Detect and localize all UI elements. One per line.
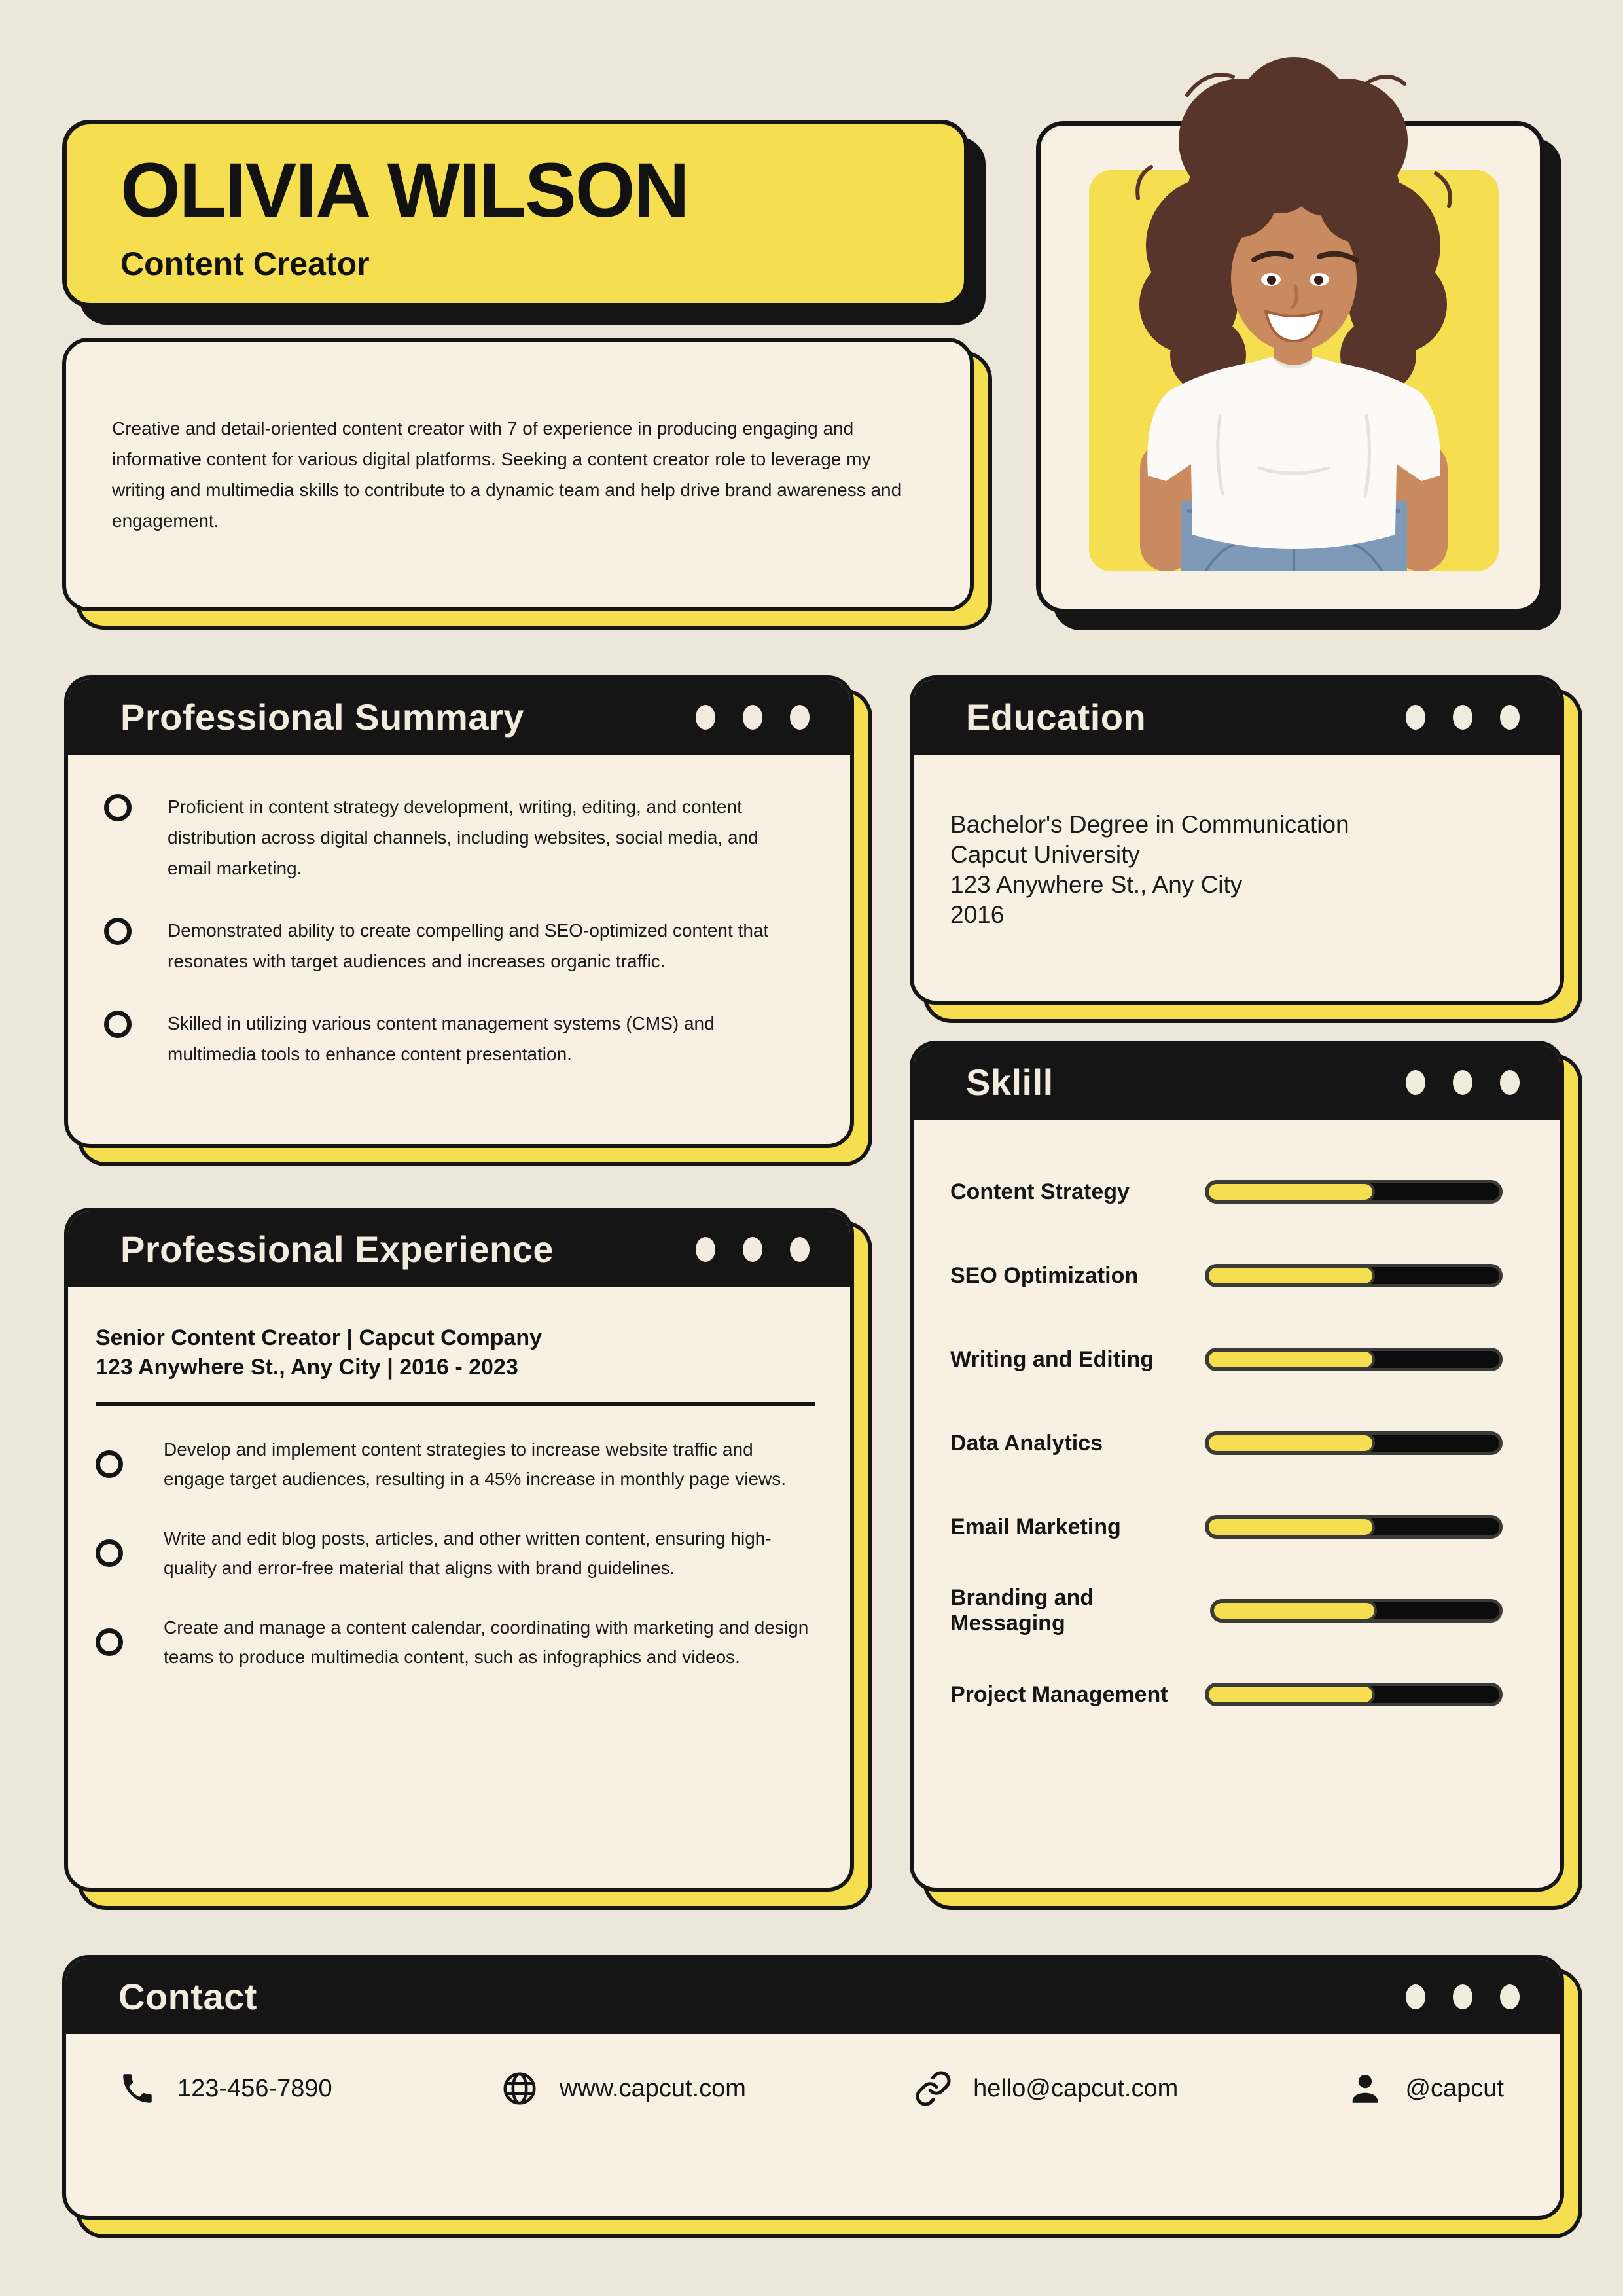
education-body: [914, 755, 1560, 930]
summary-bullet: [104, 1008, 814, 1069]
experience-bullet: [96, 1435, 811, 1494]
skill-label: Data Analytics: [950, 1430, 1103, 1456]
skills-header: [914, 1045, 1560, 1120]
experience-bullet-text: Create and manage a content calendar, coordinating with marketing and design teams to produce multimedia content, such as infographics and videos.: [164, 1617, 809, 1667]
skill-label: Email Marketing: [950, 1514, 1121, 1539]
education-degree: Bachelor's Degree in Communication: [950, 811, 1349, 838]
name-card: [62, 120, 969, 308]
experience-bullet: [96, 1613, 811, 1672]
intro-card: [62, 338, 974, 611]
skill-bar-fill: [1206, 1265, 1375, 1286]
summary-bullet: [104, 791, 814, 884]
skill-row: [950, 1318, 1503, 1401]
skill-label: Project Management: [950, 1681, 1168, 1707]
professional-summary-title: Professional Summary: [120, 696, 524, 738]
skills-card: [910, 1041, 1564, 1892]
skill-bar-fill: [1211, 1600, 1377, 1621]
professional-experience-header: [68, 1211, 850, 1287]
window-dot: [1406, 705, 1425, 730]
skill-row: [950, 1569, 1503, 1653]
summary-bullet: [104, 915, 814, 977]
education-header: [914, 679, 1560, 755]
contact-email[interactable]: [914, 2070, 1178, 2108]
skill-bar-fill: [1206, 1516, 1375, 1537]
education-year: 2016: [950, 901, 1005, 928]
window-dot: [1500, 1070, 1520, 1095]
summary-bullet-text: Demonstrated ability to create compelling and SEO-optimized content that resonates with target audiences and increases organic traffic.: [168, 920, 769, 971]
phone-number: 123-456-7890: [177, 2074, 332, 2102]
phone-icon: [118, 2070, 156, 2108]
window-dot: [1453, 1070, 1472, 1095]
skill-row: [950, 1234, 1503, 1318]
job-meta: 123 Anywhere St., Any City | 2016 - 2023: [96, 1355, 518, 1380]
skills-body: [914, 1120, 1560, 1736]
portrait-photo: [1089, 49, 1499, 571]
job-title: Senior Content Creator | Capcut Company: [96, 1325, 543, 1350]
skill-bar-fill: [1206, 1181, 1375, 1202]
window-dot: [790, 705, 810, 730]
skill-bar: [1205, 1683, 1503, 1706]
window-dots: [1406, 1984, 1520, 2009]
contact-social[interactable]: [1346, 2070, 1504, 2108]
skill-row: [950, 1485, 1503, 1569]
education-school: Capcut University: [950, 841, 1140, 868]
summary-bullet-text: Skilled in utilizing various content management systems (CMS) and multimedia tools to enhance content presentation.: [168, 1013, 715, 1064]
bullet-circle-icon: [104, 1011, 132, 1038]
divider: [96, 1402, 815, 1406]
contact-body: [66, 2034, 1560, 2108]
social-handle[interactable]: @capcut: [1405, 2074, 1504, 2102]
intro-text: Creative and detail-oriented content creator with 7 of experience in producing engaging and informative content for various digital platforms. Seeking a content creator role to leverage my writing and multimedia skills to contribute to a dynamic team and help drive brand awareness and engagement.: [112, 418, 902, 531]
window-dot: [1500, 705, 1520, 730]
experience-bullet: [96, 1524, 811, 1583]
window-dot: [1453, 705, 1472, 730]
skill-label: SEO Optimization: [950, 1263, 1139, 1288]
experience-bullets: [96, 1435, 811, 1672]
window-dots: [1406, 705, 1520, 730]
education-card: [910, 675, 1564, 1005]
contact-title: Contact: [118, 1976, 257, 2017]
skill-row: [950, 1150, 1503, 1234]
window-dots: [696, 1237, 810, 1262]
window-dots: [696, 705, 810, 730]
contact-website[interactable]: [501, 2070, 746, 2108]
globe-icon: [501, 2070, 539, 2108]
contact-card: [62, 1955, 1564, 2220]
bullet-circle-icon: [96, 1450, 123, 1478]
bullet-circle-icon: [96, 1628, 123, 1656]
skill-label: Content Strategy: [950, 1179, 1130, 1204]
skill-bar-fill: [1206, 1684, 1375, 1705]
window-dot: [1453, 1984, 1472, 2009]
contact-header: [66, 1959, 1560, 2034]
link-icon: [914, 2070, 952, 2108]
person-name: OLIVIA WILSON: [120, 147, 688, 234]
skill-bar: [1205, 1431, 1503, 1455]
window-dots: [1406, 1070, 1520, 1095]
experience-bullet-text: Write and edit blog posts, articles, and other written content, ensuring high-quality and error-free material that aligns with brand guidelines.: [164, 1528, 772, 1578]
skill-label: Writing and Editing: [950, 1346, 1154, 1372]
summary-bullet-text: Proficient in content strategy development, writing, editing, and content distribution across digital channels, including websites, social media, and email marketing.: [168, 797, 758, 878]
professional-summary-body: [68, 755, 850, 1069]
skill-bar: [1205, 1264, 1503, 1287]
person-role: Content Creator: [120, 245, 370, 282]
skill-label: Branding and Messaging: [950, 1585, 1094, 1636]
window-dot: [696, 1237, 715, 1262]
skills-title: Sklill: [966, 1062, 1054, 1103]
skill-bar-fill: [1206, 1349, 1375, 1370]
website-url[interactable]: www.capcut.com: [559, 2074, 746, 2102]
professional-summary-card: [64, 675, 854, 1148]
skill-bar: [1205, 1348, 1503, 1371]
skill-bar: [1205, 1180, 1503, 1204]
skill-bar: [1205, 1515, 1503, 1539]
email-address[interactable]: hello@capcut.com: [973, 2074, 1179, 2102]
professional-summary-header: [68, 679, 850, 755]
skill-row: [950, 1401, 1503, 1485]
skill-row: [950, 1653, 1503, 1736]
professional-experience-body: [68, 1287, 850, 1672]
person-icon: [1346, 2070, 1384, 2108]
window-dot: [743, 1237, 762, 1262]
bullet-circle-icon: [104, 794, 132, 821]
experience-bullet-text: Develop and implement content strategies to increase website traffic and engage target audiences, resulting in a 45% increase in monthly page views.: [164, 1439, 787, 1489]
education-title: Education: [966, 696, 1147, 738]
professional-experience-title: Professional Experience: [120, 1229, 554, 1270]
window-dot: [1406, 1070, 1425, 1095]
bullet-circle-icon: [96, 1539, 123, 1567]
window-dot: [696, 705, 715, 730]
window-dot: [1406, 1984, 1425, 2009]
window-dot: [1500, 1984, 1520, 2009]
photo-card: [1036, 121, 1544, 613]
bullet-circle-icon: [104, 918, 132, 945]
skill-bar-fill: [1206, 1433, 1375, 1454]
education-address: 123 Anywhere St., Any City: [950, 871, 1243, 898]
contact-phone: [118, 2070, 332, 2108]
window-dot: [743, 705, 762, 730]
skill-bar: [1210, 1599, 1503, 1623]
window-dot: [790, 1237, 810, 1262]
professional-experience-card: [64, 1208, 854, 1892]
